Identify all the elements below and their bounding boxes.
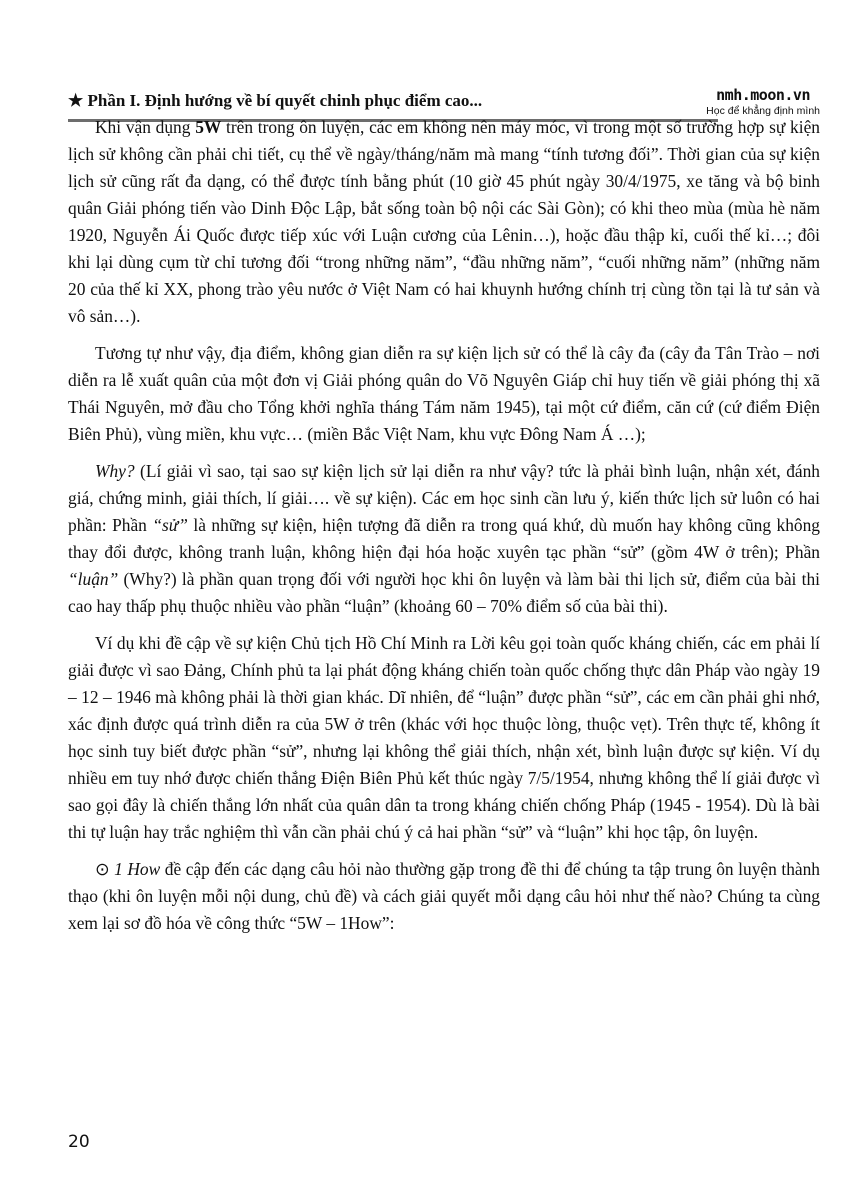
page-body <box>68 114 820 947</box>
bold-text: 5W <box>195 117 222 137</box>
paragraph <box>68 856 820 937</box>
text-run: (Why?) là phần quan trọng đối với người học khi ôn luyện và làm bài thi lịch sử, điểm của bài thi cao hay thấp phụ thuộc nhiều vào phần “luận” (khoảng 60 – 70% điểm số của bài thi). <box>68 569 820 616</box>
brand-name: nmh.moon.vn <box>716 86 810 104</box>
text-run: đề cập đến các dạng câu hỏi nào thường gặp trong đề thi để chúng ta tập trung ôn luyện thành thạo (khi ôn luyện mỗi nội dung, chủ đề) và cách giải quyết mỗi dạng câu hỏi như thế nào? Chúng ta cùng xem lại sơ đồ hóa về công thức “5W – 1How”: <box>68 859 820 933</box>
text-run: Tương tự như vậy, địa điểm, không gian diễn ra sự kiện lịch sử có thể là cây đa (cây đa Tân Trào – nơi diễn ra lễ xuất quân của một đơn vị Giải phóng quân do Võ Nguyên Giáp chỉ huy tiến về giải phóng thị xã Thái Nguyên, mở đầu cho Tổng khởi nghĩa tháng Tám năm 1945), tại một cứ điểm, căn cứ (cứ điểm Điện Biên Phủ), vùng miền, khu vực… (miền Bắc Việt Nam, khu vực Đông Nam Á …); <box>68 343 820 444</box>
star-icon: ★ <box>68 91 84 110</box>
text-run: Khi vận dụng <box>95 117 196 137</box>
page-number: 20 <box>68 1132 90 1152</box>
text-run: Ví dụ khi đề cập về sự kiện Chủ tịch Hồ Chí Minh ra Lời kêu gọi toàn quốc kháng chiến, các em phải lí giải được vì sao Đảng, Chính phủ ta lại phát động kháng chiến toàn quốc chống thực dân Pháp vào ngày 19 – 12 – 1946 mà không phải là thời gian khác. Dĩ nhiên, để “luận” được phần “sử”, các em cần phải ghi nhớ, xác định được quá trình diễn ra của 5W ở trên (khác với học thuộc lòng, thuộc vẹt). Trên thực tế, không ít học sinh tuy biết được phần “sử”, nhưng lại không thể giải thích, nhận xét, bình luận được sự kiện. Ví dụ nhiều em tuy nhớ được chiến thắng Điện Biên Phủ kết thúc ngày 7/5/1954, nhưng không thể lí giải được vì sao gọi đây là chiến thắng lớn nhất của quân dân ta trong kháng chiến chống Pháp (1945 - 1954). Dù là bài thi tự luận hay trắc nghiệm thì vẫn cần phải chú ý cả hai phần “sử” và “luận” khi học tập, ôn luyện. <box>68 633 820 842</box>
paragraph <box>68 114 820 330</box>
text-run: là những sự kiện, hiện tượng đã diễn ra trong quá khứ, dù muốn hay không cũng không thay đổi được, không tranh luận, không hiện đại hóa hoặc xuyên tạc phần “sử” (gồm 4W ở trên); Phần <box>68 515 820 562</box>
brand-slogan: Học để khẳng định mình <box>706 105 820 117</box>
italic-text: “luận” <box>68 569 119 589</box>
section-title <box>68 91 482 111</box>
italic-text: “sử” <box>152 515 188 535</box>
section-title-text: Phần I. Định hướng về bí quyết chinh phục điểm cao... <box>87 91 483 110</box>
brand-logo <box>706 86 820 117</box>
italic-text: 1 How <box>114 859 161 879</box>
paragraph <box>68 630 820 846</box>
italic-text: Why? <box>95 461 135 481</box>
text-run: trên trong ôn luyện, các em không nên máy móc, vì trong một số trường hợp sự kiện lịch sử không cần phải chi tiết, cụ thể về ngày/tháng/năm mà mang “tính tương đối”. Thời gian của sự kiện lịch sử cũng rất đa dạng, có thể được tính bằng phút (10 giờ 45 phút ngày 30/4/1975, xe tăng và bộ binh quân Giải phóng tiến vào Dinh Độc Lập, bắt sống toàn bộ nội các Sài Gòn); có khi theo mùa (mùa hè năm 1920, Nguyễn Ái Quốc được tiếp xúc với Luận cương của Lênin…), hoặc đầu thập kỉ, cuối thế kỉ…; đôi khi lại dùng cụm từ chỉ tương đối “trong những năm”, “đầu những năm”, “cuối những năm” (những năm 20 của thế kỉ XX, phong trào yêu nước ở Việt Nam có hai khuynh hướng chính trị cùng tồn tại là tư sản và vô sản…). <box>68 117 820 326</box>
text-run: (Lí giải vì sao, tại sao sự kiện lịch sử lại diễn ra như vậy? tức là phải bình luận, nhận xét, đánh giá, chứng minh, giải thích, lí giải…. về sự kiện). Các em học sinh cần lưu ý, kiến thức lịch sử luôn có hai phần: Phần <box>68 461 820 535</box>
text-run: ⊙ <box>95 859 115 879</box>
paragraph <box>68 340 820 448</box>
paragraph <box>68 458 820 620</box>
